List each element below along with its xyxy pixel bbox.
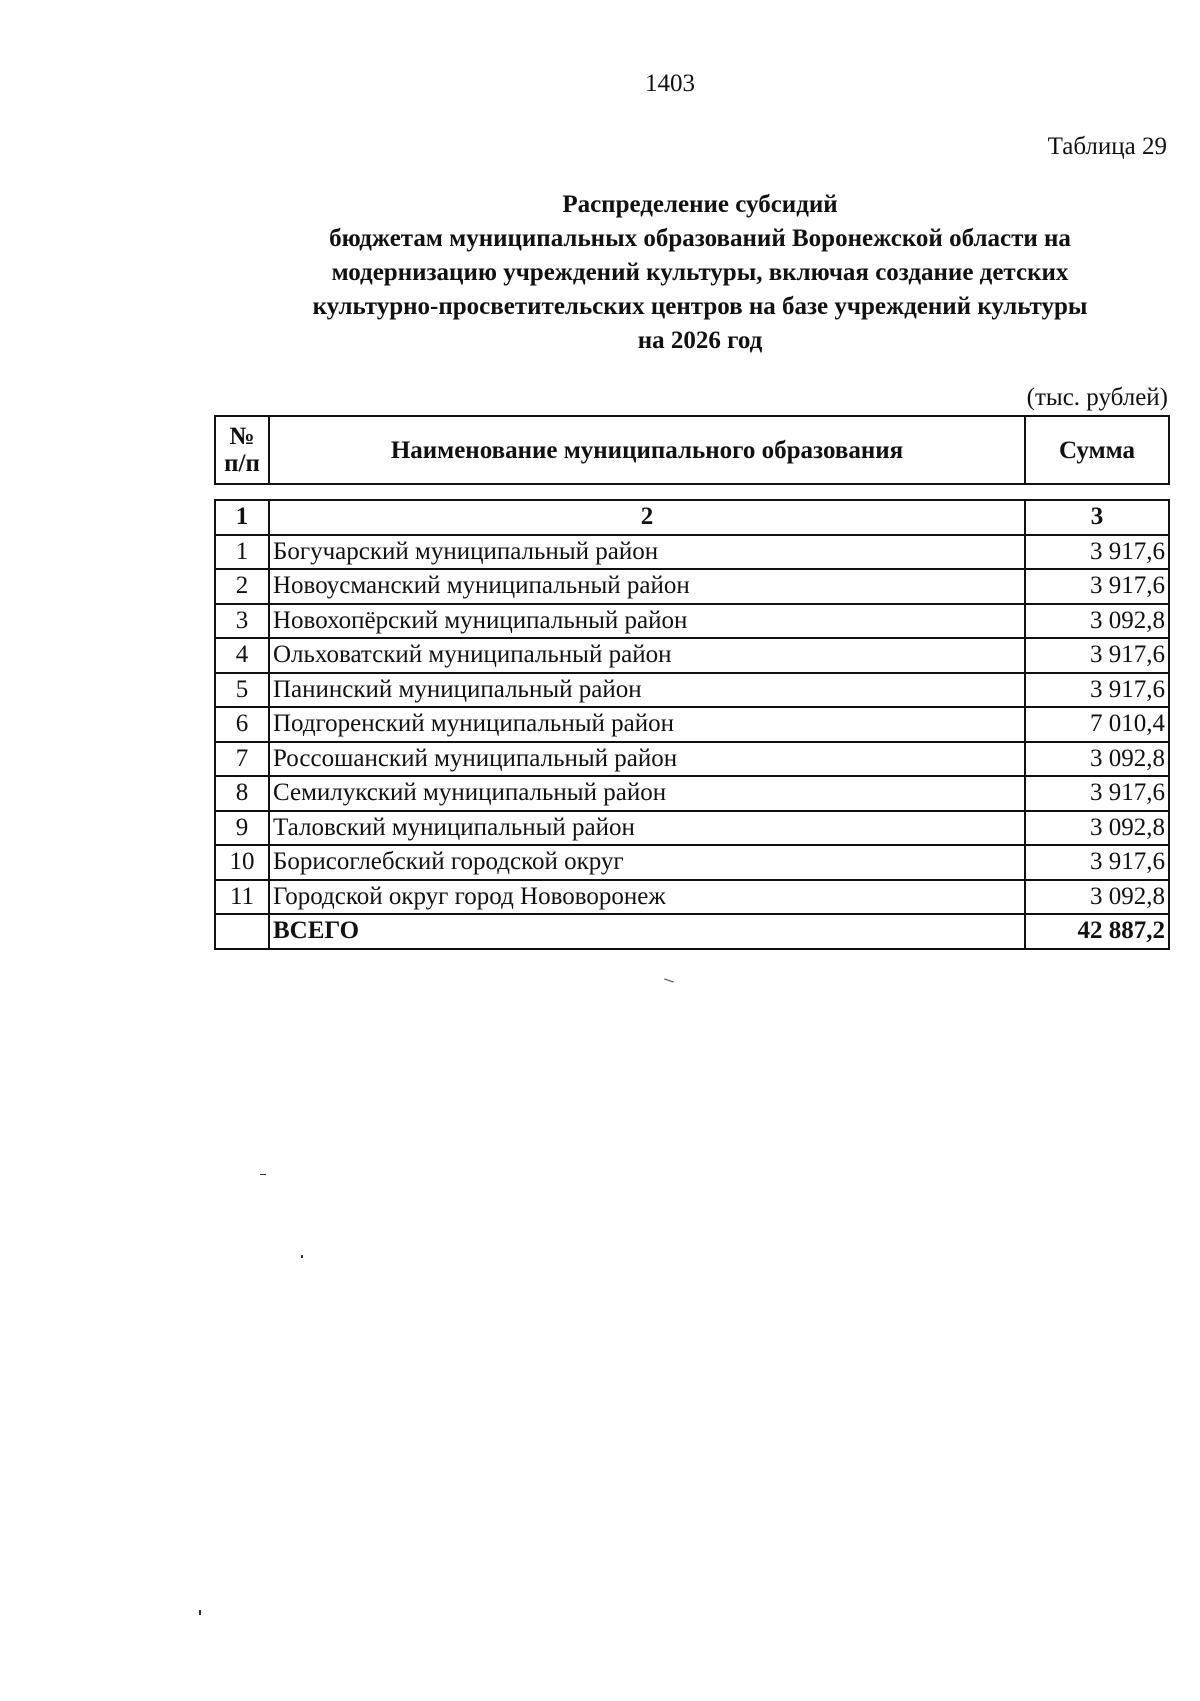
row-name: Новохопёрский муниципальный район xyxy=(269,604,1025,639)
row-name: Семилукский муниципальный район xyxy=(269,776,1025,811)
row-name: Городской округ город Нововоронеж xyxy=(269,880,1025,915)
table-header xyxy=(214,415,1170,485)
total-label: ВСЕГО xyxy=(269,914,1025,949)
scan-mark xyxy=(301,1255,303,1258)
title-line: бюджетам муниципальных образований Воронежской области на xyxy=(329,225,1071,252)
column-number: 1 xyxy=(215,500,269,535)
title-line: модернизацию учреждений культуры, включая создание детских xyxy=(331,259,1069,286)
title-line: на 2026 год xyxy=(637,327,763,354)
page-number: 1403 xyxy=(645,70,695,97)
row-sum: 3 917,6 xyxy=(1025,535,1169,570)
row-num: 4 xyxy=(215,638,269,673)
row-name: Богучарский муниципальный район xyxy=(269,535,1025,570)
data-table xyxy=(214,499,1170,950)
row-name: Подгоренский муниципальный район xyxy=(269,707,1025,742)
column-numbers-row xyxy=(215,500,1169,535)
header-name: Наименование муниципального образования xyxy=(269,416,1025,484)
row-sum: 3 917,6 xyxy=(1025,569,1169,604)
header-row xyxy=(215,416,1169,484)
row-name: Ольховатский муниципальный район xyxy=(269,638,1025,673)
row-sum: 7 010,4 xyxy=(1025,707,1169,742)
row-sum: 3 917,6 xyxy=(1025,638,1169,673)
table-row xyxy=(215,811,1169,846)
header-num-line1: № xyxy=(229,423,255,450)
table-row xyxy=(215,569,1169,604)
row-num: 9 xyxy=(215,811,269,846)
row-name: Таловский муниципальный район xyxy=(269,811,1025,846)
row-sum: 3 917,6 xyxy=(1025,845,1169,880)
row-num: 7 xyxy=(215,742,269,777)
total-num-empty xyxy=(215,914,269,949)
title-line: культурно-просветительских центров на базе учреждений культуры xyxy=(312,293,1088,320)
table-row xyxy=(215,880,1169,915)
total-row xyxy=(215,914,1169,949)
row-num: 5 xyxy=(215,673,269,708)
row-sum: 3 917,6 xyxy=(1025,673,1169,708)
total-sum: 42 887,2 xyxy=(1025,914,1169,949)
scan-mark xyxy=(664,978,674,982)
table-row xyxy=(215,604,1169,639)
row-num: 6 xyxy=(215,707,269,742)
row-num: 8 xyxy=(215,776,269,811)
document-title xyxy=(215,188,1185,358)
row-num: 11 xyxy=(215,880,269,915)
row-sum: 3 092,8 xyxy=(1025,880,1169,915)
scan-mark xyxy=(199,1610,201,1615)
row-name: Панинский муниципальный район xyxy=(269,673,1025,708)
title-line: Распределение субсидий xyxy=(562,191,838,218)
table-row xyxy=(215,742,1169,777)
row-sum: 3 917,6 xyxy=(1025,776,1169,811)
row-sum: 3 092,8 xyxy=(1025,742,1169,777)
row-sum: 3 092,8 xyxy=(1025,811,1169,846)
row-num: 3 xyxy=(215,604,269,639)
column-number: 3 xyxy=(1025,500,1169,535)
row-sum: 3 092,8 xyxy=(1025,604,1169,639)
row-name: Новоусманский муниципальный район xyxy=(269,569,1025,604)
units-label: (тыс. рублей) xyxy=(1026,384,1168,411)
table-row xyxy=(215,845,1169,880)
row-name: Борисоглебский городской округ xyxy=(269,845,1025,880)
table-row xyxy=(215,535,1169,570)
table-row xyxy=(215,638,1169,673)
row-num: 2 xyxy=(215,569,269,604)
header-num-line2: п/п xyxy=(224,450,260,477)
row-num: 10 xyxy=(215,845,269,880)
table-row xyxy=(215,776,1169,811)
header-num xyxy=(215,416,269,484)
header-sum: Сумма xyxy=(1025,416,1169,484)
table-row xyxy=(215,707,1169,742)
table-number: Таблица 29 xyxy=(1047,133,1167,160)
column-number: 2 xyxy=(269,500,1025,535)
table-row xyxy=(215,673,1169,708)
scan-mark xyxy=(260,1174,266,1175)
row-name: Россошанский муниципальный район xyxy=(269,742,1025,777)
row-num: 1 xyxy=(215,535,269,570)
